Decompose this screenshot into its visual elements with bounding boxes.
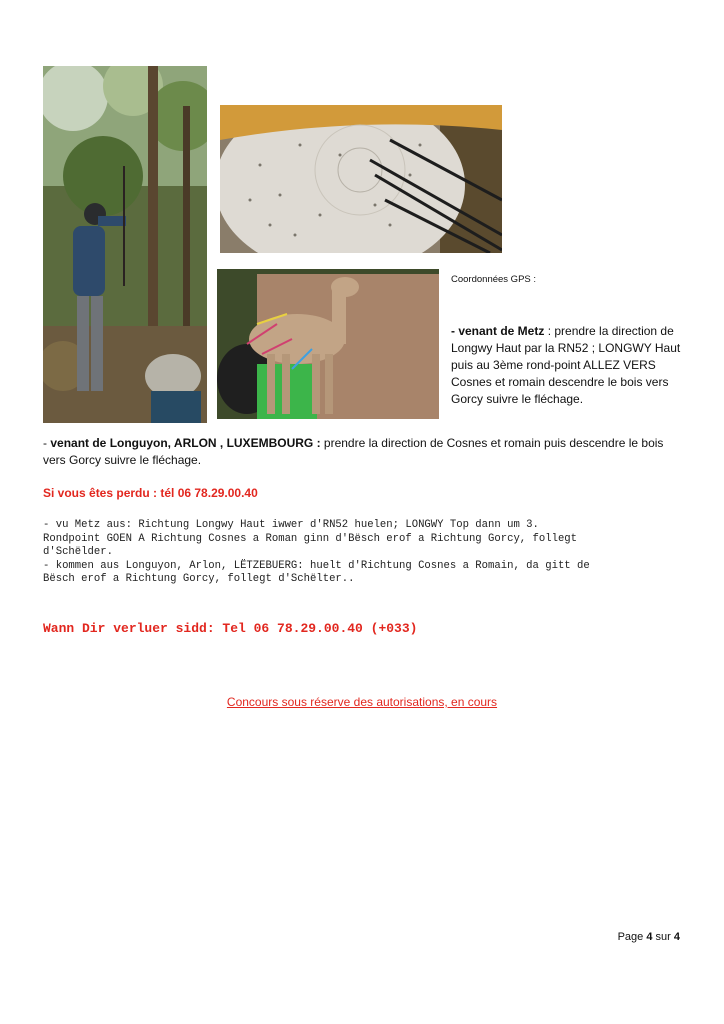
archer-photo [43, 66, 207, 423]
lost-phone-lux: Wann Dir verluer sidd: Tel 06 78.29.00.40 (+033) [43, 621, 418, 636]
lux-line: - vu Metz aus: Richtung Longwy Haut iwwer d'RN52 huelen; LONGWY Top dann um 3. [43, 519, 539, 531]
lux-line: d'Schëlder. [43, 546, 113, 558]
page-current: 4 [646, 931, 653, 943]
gps-title: Coordonnées GPS : [451, 274, 537, 285]
lux-line: Bësch erof a Richtung Gorcy, follegt d'Schëlter.. [43, 573, 355, 585]
metz-text: : prendre la direction de Longwy Haut par la RN52 ; LONGWY Haut puis au 3ème rond-point ALLEZ VERS Cosnes et romain descendre le bois vers Gorcy suivre le fléchage. [451, 324, 681, 406]
authorization-notice: Concours sous réserve des autorisations, en cours [226, 695, 498, 709]
lux-line: - kommen aus Longuyon, Arlon, LËTZEBUERG: huelt d'Richtung Cosnes a Romain, da gitt de [43, 559, 590, 572]
page-number [618, 931, 680, 943]
luxembourgish-directions [43, 519, 683, 587]
longuyon-label: venant de Longuyon, ARLON , LUXEMBOURG : [50, 436, 321, 450]
page-word: Page [617, 931, 644, 943]
lux-line: Rondpoint GOEN A Richtung Cosnes a Roman ginn d'Bësch erof a Richtung Gorcy, follegt [43, 532, 578, 545]
page-of-word: sur [655, 931, 671, 943]
page-total: 4 [673, 931, 680, 943]
longuyon-prefix: - [43, 436, 51, 450]
longuyon-text: prendre la direction de Cosnes et romain puis descendre le bois vers Gorcy suivre le fléchage. [43, 436, 664, 467]
deer-target-photo [217, 269, 439, 419]
longuyon-directions [43, 435, 683, 469]
lost-phone-fr: Si vous êtes perdu : tél 06 78.29.00.40 [43, 486, 258, 500]
metz-label: - venant de Metz [451, 324, 545, 338]
target-arrows-photo [220, 105, 502, 253]
metz-directions [451, 323, 691, 408]
